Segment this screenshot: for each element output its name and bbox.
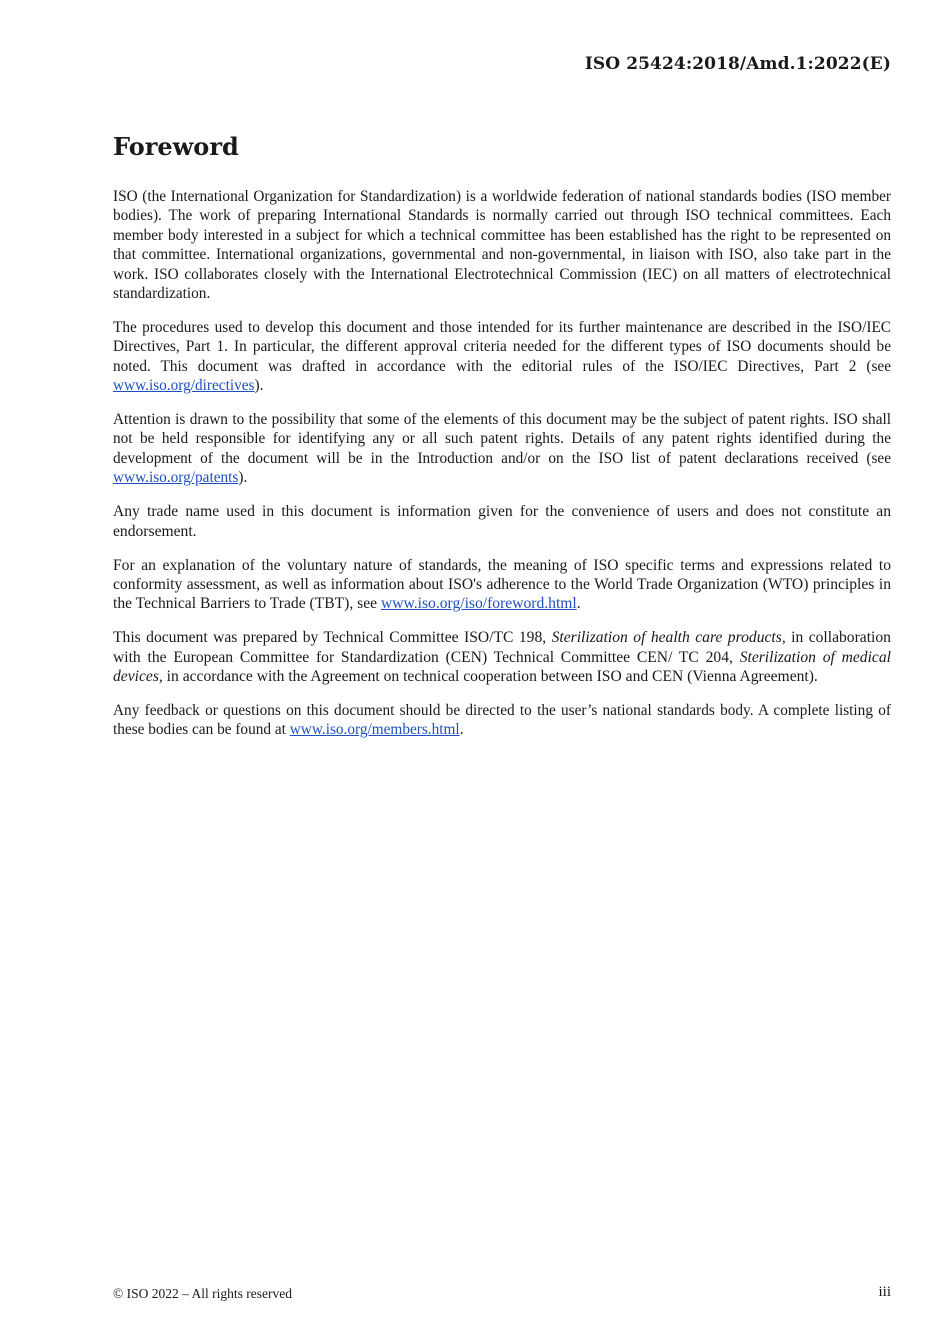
paragraph-feedback bbox=[113, 701, 891, 740]
paragraph-procedures bbox=[113, 318, 891, 396]
paragraph-iso-overview: ISO (the International Organization for Standardization) is a worldwide federation of national standards bodies (ISO member bodies). The work of preparing International Standards is normally carried out through ISO technical committees. Each member body interested in a subject for which a technical committee has been established has the right to be represented on that committee. International organizations, governmental and non-governmental, in liaison with ISO, also take part in the work. ISO collaborates closely with the International Electrotechnical Commission (IEC) on all matters of electrotechnical standardization. bbox=[113, 188, 891, 303]
patents-link[interactable]: www.iso.org/patents bbox=[113, 469, 239, 487]
paragraph-committee bbox=[113, 628, 891, 686]
paragraph-text: The procedures used to develop this document and those intended for its further maintenance are described in the ISO/IEC Directives, Part 1. In particular, the different approval criteria needed for the different types of ISO documents should be noted. This document was drafted in accordance with the editorial rules of the ISO/IEC Directives, Part 2 (see bbox=[113, 318, 891, 375]
paragraph-text: . bbox=[459, 721, 464, 739]
foreword-body bbox=[113, 187, 891, 754]
paragraph-text: This document was prepared by Technical Committee ISO/TC 198, bbox=[113, 629, 552, 647]
page-title: Foreword bbox=[113, 132, 239, 161]
paragraph-text: in accordance with the Agreement on technical cooperation between ISO and CEN (Vienna Agreement). bbox=[162, 668, 818, 686]
paragraph-text: , in collaboration with the European Committee for Standardization (CEN) Technical Committee CEN/ TC 204, bbox=[113, 629, 891, 666]
paragraph-text: ). bbox=[238, 469, 248, 487]
paragraph-text: ). bbox=[254, 377, 264, 395]
paragraph-trade-name: Any trade name used in this document is information given for the convenience of users and does not constitute an endorsement. bbox=[113, 503, 891, 540]
paragraph-patents bbox=[113, 410, 891, 488]
footer-copyright: © ISO 2022 – All rights reserved bbox=[113, 1286, 292, 1301]
paragraph-text: Any feedback or questions on this document should be directed to the user’s national standards body. A complete listing of these bodies can be found at bbox=[113, 701, 891, 739]
paragraph-text: Attention is drawn to the possibility that some of the elements of this document may be the subject of patent rights. ISO shall not be held responsible for identifying any or all such patent rights. Details of any patent rights identified during the development of the document will be in the Introduction and/or on the ISO list of patent declarations received (see bbox=[113, 411, 891, 467]
paragraph-text: . bbox=[576, 595, 581, 613]
cen-committee-title-italic: Sterilization of medical devices, bbox=[113, 648, 891, 686]
directives-link[interactable]: www.iso.org/directives bbox=[113, 377, 255, 395]
paragraph-text: For an explanation of the voluntary nature of standards, the meaning of ISO specific terms and expressions related to conformity assessment, as well as information about ISO's adherence to the World Trade Organization (WTO) principles in the Technical Barriers to Trade (TBT), see bbox=[113, 556, 891, 613]
members-link[interactable]: www.iso.org/members.html bbox=[289, 721, 460, 739]
committee-title-italic: Sterilization of health care products bbox=[551, 629, 782, 647]
foreword-link[interactable]: www.iso.org/iso/foreword.html bbox=[380, 595, 577, 613]
page-number: iii bbox=[878, 1284, 891, 1300]
paragraph-voluntary-nature bbox=[113, 556, 891, 614]
document-reference: ISO 25424:2018/Amd.1:2022(E) bbox=[584, 54, 891, 74]
